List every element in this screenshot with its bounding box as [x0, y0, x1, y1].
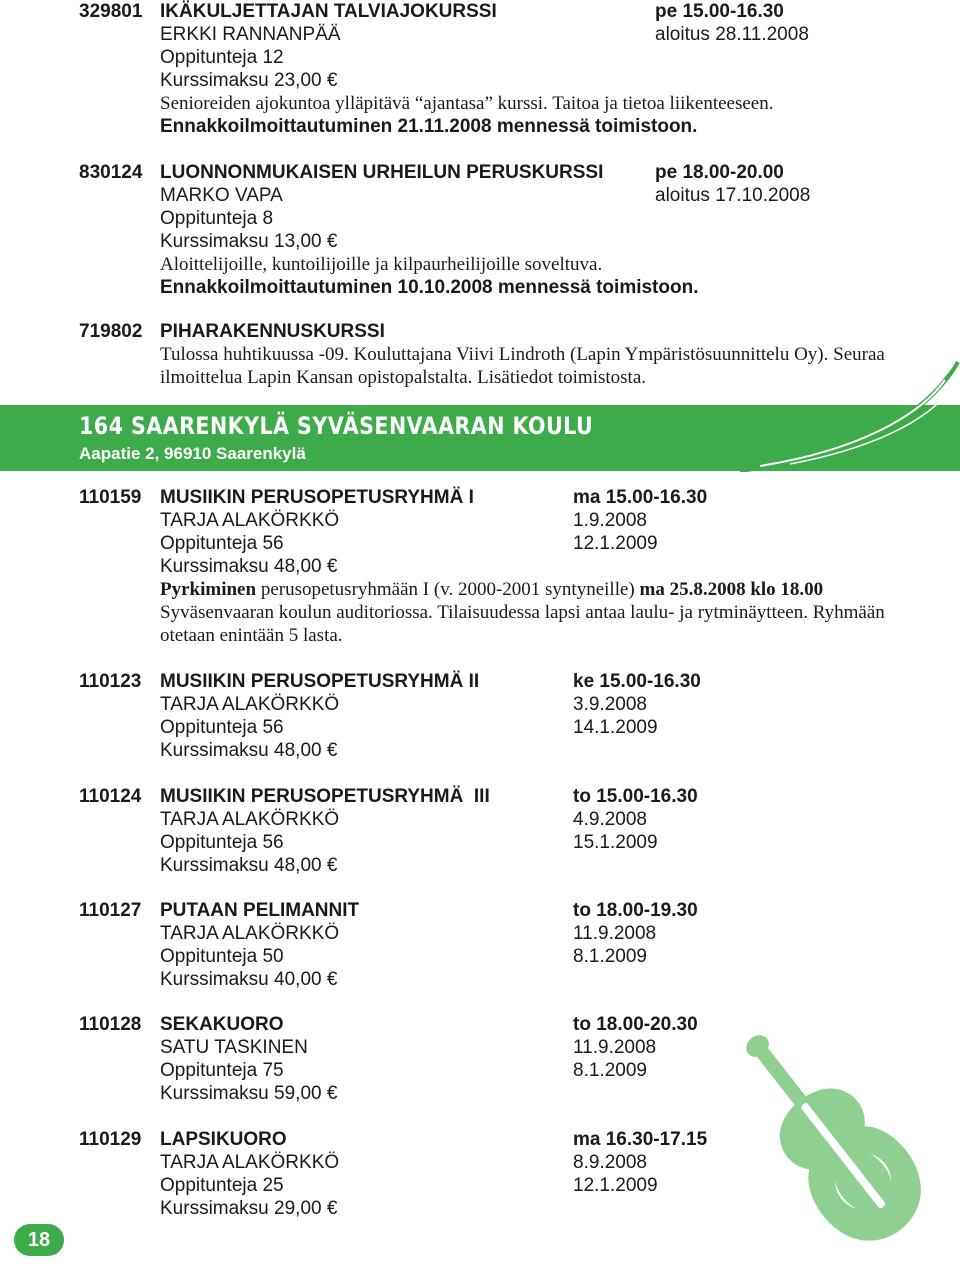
course-fee-row	[0, 968, 960, 991]
course-title: SEKAKUORO	[160, 1014, 284, 1035]
course-header-row	[0, 899, 960, 922]
course-block	[0, 0, 960, 138]
course-lessons-row	[0, 945, 960, 968]
course-teacher-row	[0, 184, 960, 207]
course-lessons: Oppitunteja 50	[160, 946, 284, 967]
course-time: to 15.00-16.30	[573, 786, 698, 807]
course-end: 12.1.2009	[573, 1175, 658, 1196]
course-block	[0, 785, 960, 877]
desc-bold-c: ma 25.8.2008 klo 18.00	[639, 579, 824, 600]
course-header-row	[0, 0, 960, 23]
course-fee: Kurssimaksu 48,00 €	[160, 855, 338, 876]
course-header-row	[0, 320, 960, 343]
course-time: pe 15.00-16.30	[655, 1, 784, 22]
course-fee-row	[0, 739, 960, 762]
course-teacher-row	[0, 23, 960, 46]
course-header-row	[0, 161, 960, 184]
course-teacher-row	[0, 808, 960, 831]
course-start: 11.9.2008	[573, 1037, 657, 1058]
course-title: PUTAAN PELIMANNIT	[160, 900, 360, 921]
course-time: to 18.00-20.30	[573, 1014, 698, 1035]
course-code: 110124	[79, 786, 142, 807]
course-fee: Kurssimaksu 48,00 €	[160, 740, 338, 761]
course-teacher-row	[0, 922, 960, 945]
course-description: Aloittelijoille, kuntoilijoille ja kilpaurheilijoille soveltuva.	[160, 254, 603, 275]
course-teacher: MARKO VAPA	[160, 185, 283, 206]
course-title: LAPSIKUORO	[160, 1129, 287, 1150]
course-registration-row	[0, 115, 960, 138]
course-teacher-row	[0, 693, 960, 716]
course-block	[0, 486, 960, 647]
course-description: Senioreiden ajokuntoa ylläpitävä “ajantasa” kurssi. Taitoa ja tietoa liikenteeseen.	[160, 93, 774, 114]
course-teacher: TARJA ALAKÖRKKÖ	[160, 1152, 340, 1173]
course-title: LUONNONMUKAISEN URHEILUN PERUSKURSSI	[160, 162, 604, 183]
course-fee: Kurssimaksu 13,00 €	[160, 231, 338, 252]
course-code: 110127	[79, 900, 142, 921]
course-title: PIHARAKENNUSKURSSI	[160, 321, 385, 342]
course-lessons: Oppitunteja 75	[160, 1060, 284, 1081]
course-code: 110159	[79, 487, 142, 508]
course-lessons: Oppitunteja 56	[160, 717, 284, 738]
course-code: 329801	[79, 1, 143, 22]
course-lessons: Oppitunteja 12	[160, 47, 284, 68]
course-code: 110129	[79, 1129, 142, 1150]
course-description	[160, 578, 920, 647]
course-start: 3.9.2008	[573, 694, 647, 715]
course-end: 12.1.2009	[573, 533, 658, 554]
course-time: ke 15.00-16.30	[573, 671, 701, 692]
course-fee: Kurssimaksu 48,00 €	[160, 556, 338, 577]
course-fee: Kurssimaksu 29,00 €	[160, 1198, 338, 1219]
course-block	[0, 1128, 960, 1220]
course-code: 719802	[79, 321, 143, 342]
course-lessons-row	[0, 532, 960, 555]
course-start: 8.9.2008	[573, 1152, 647, 1173]
course-end: 8.1.2009	[573, 946, 647, 967]
course-description: Tulossa huhtikuussa -09. Kouluttajana Viivi Lindroth (Lapin Ympäristösuunnittelu Oy). Seuraa ilmoittelua Lapin Kansan opistopalstalta. Lisätiedot toimistosta.	[160, 344, 885, 388]
course-block	[0, 899, 960, 991]
course-registration: Ennakkoilmoittautuminen 21.11.2008 mennessä toimistoon.	[160, 116, 698, 137]
course-end: 15.1.2009	[573, 832, 658, 853]
course-teacher: TARJA ALAKÖRKKÖ	[160, 923, 340, 944]
school-address: Aapatie 2, 96910 Saarenkylä	[79, 444, 306, 463]
course-header-row	[0, 486, 960, 509]
course-time: ma 15.00-16.30	[573, 487, 708, 508]
course-fee-row	[0, 854, 960, 877]
course-fee: Kurssimaksu 59,00 €	[160, 1083, 338, 1104]
course-end: 14.1.2009	[573, 717, 658, 738]
course-teacher: TARJA ALAKÖRKKÖ	[160, 694, 340, 715]
course-start: 4.9.2008	[573, 809, 647, 830]
desc-bold-a: Pyrkiminen	[160, 579, 257, 600]
course-registration: Ennakkoilmoittautuminen 10.10.2008 mennessä toimistoon.	[160, 277, 699, 298]
course-start: aloitus 17.10.2008	[655, 185, 811, 206]
course-code: 110128	[79, 1014, 142, 1035]
desc-text-b: perusopetusryhmään I (v. 2000-2001 syntyneille)	[256, 579, 640, 600]
course-teacher: ERKKI RANNANPÄÄ	[160, 24, 341, 45]
course-lessons: Oppitunteja 25	[160, 1175, 284, 1196]
course-title: IKÄKULJETTAJAN TALVIAJOKURSSI	[160, 1, 497, 22]
course-fee-row	[0, 69, 960, 92]
course-teacher: TARJA ALAKÖRKKÖ	[160, 809, 340, 830]
course-teacher: SATU TASKINEN	[160, 1037, 308, 1058]
course-lessons-row	[0, 1174, 960, 1197]
course-code: 830124	[79, 162, 143, 183]
course-lessons: Oppitunteja 56	[160, 832, 284, 853]
course-end: 8.1.2009	[573, 1060, 647, 1081]
course-time: to 18.00-19.30	[573, 900, 698, 921]
course-lessons-row	[0, 716, 960, 739]
course-block	[0, 670, 960, 762]
course-lessons: Oppitunteja 8	[160, 208, 274, 229]
course-lessons: Oppitunteja 56	[160, 533, 284, 554]
course-registration-row	[0, 276, 960, 299]
school-title: 164 SAARENKYLÄ SYVÄSENVAARAN KOULU	[79, 412, 594, 440]
page-number: 18	[14, 1224, 64, 1256]
course-title: MUSIIKIN PERUSOPETUSRYHMÄ I	[160, 487, 474, 508]
course-time: pe 18.00-20.00	[655, 162, 784, 183]
course-teacher: TARJA ALAKÖRKKÖ	[160, 510, 340, 531]
course-fee-row	[0, 230, 960, 253]
course-title: MUSIIKIN PERUSOPETUSRYHMÄ II	[160, 671, 480, 692]
course-lessons-row	[0, 831, 960, 854]
course-start: aloitus 28.11.2008	[655, 24, 809, 45]
course-header-row	[0, 670, 960, 693]
course-title: MUSIIKIN PERUSOPETUSRYHMÄ III	[160, 786, 490, 807]
course-code: 110123	[79, 671, 142, 692]
course-fee-row	[0, 1197, 960, 1220]
banner-swoosh-icon	[700, 360, 960, 472]
course-header-row	[0, 1128, 960, 1151]
course-fee: Kurssimaksu 23,00 €	[160, 70, 338, 91]
course-start: 1.9.2008	[573, 510, 647, 531]
course-fee: Kurssimaksu 40,00 €	[160, 969, 338, 990]
course-fee-row	[0, 555, 960, 578]
course-lessons-row	[0, 46, 960, 69]
desc-text-d: Syväsenvaaran koulun auditoriossa. Tilaisuudessa lapsi antaa laulu- ja rytminäytteen. Ryhmään otetaan enintään 5 lasta.	[160, 602, 885, 646]
course-time: ma 16.30-17.15	[573, 1129, 708, 1150]
course-lessons-row	[0, 207, 960, 230]
course-teacher-row	[0, 1151, 960, 1174]
course-teacher-row	[0, 509, 960, 532]
course-header-row	[0, 785, 960, 808]
course-start: 11.9.2008	[573, 923, 657, 944]
course-block	[0, 161, 960, 299]
